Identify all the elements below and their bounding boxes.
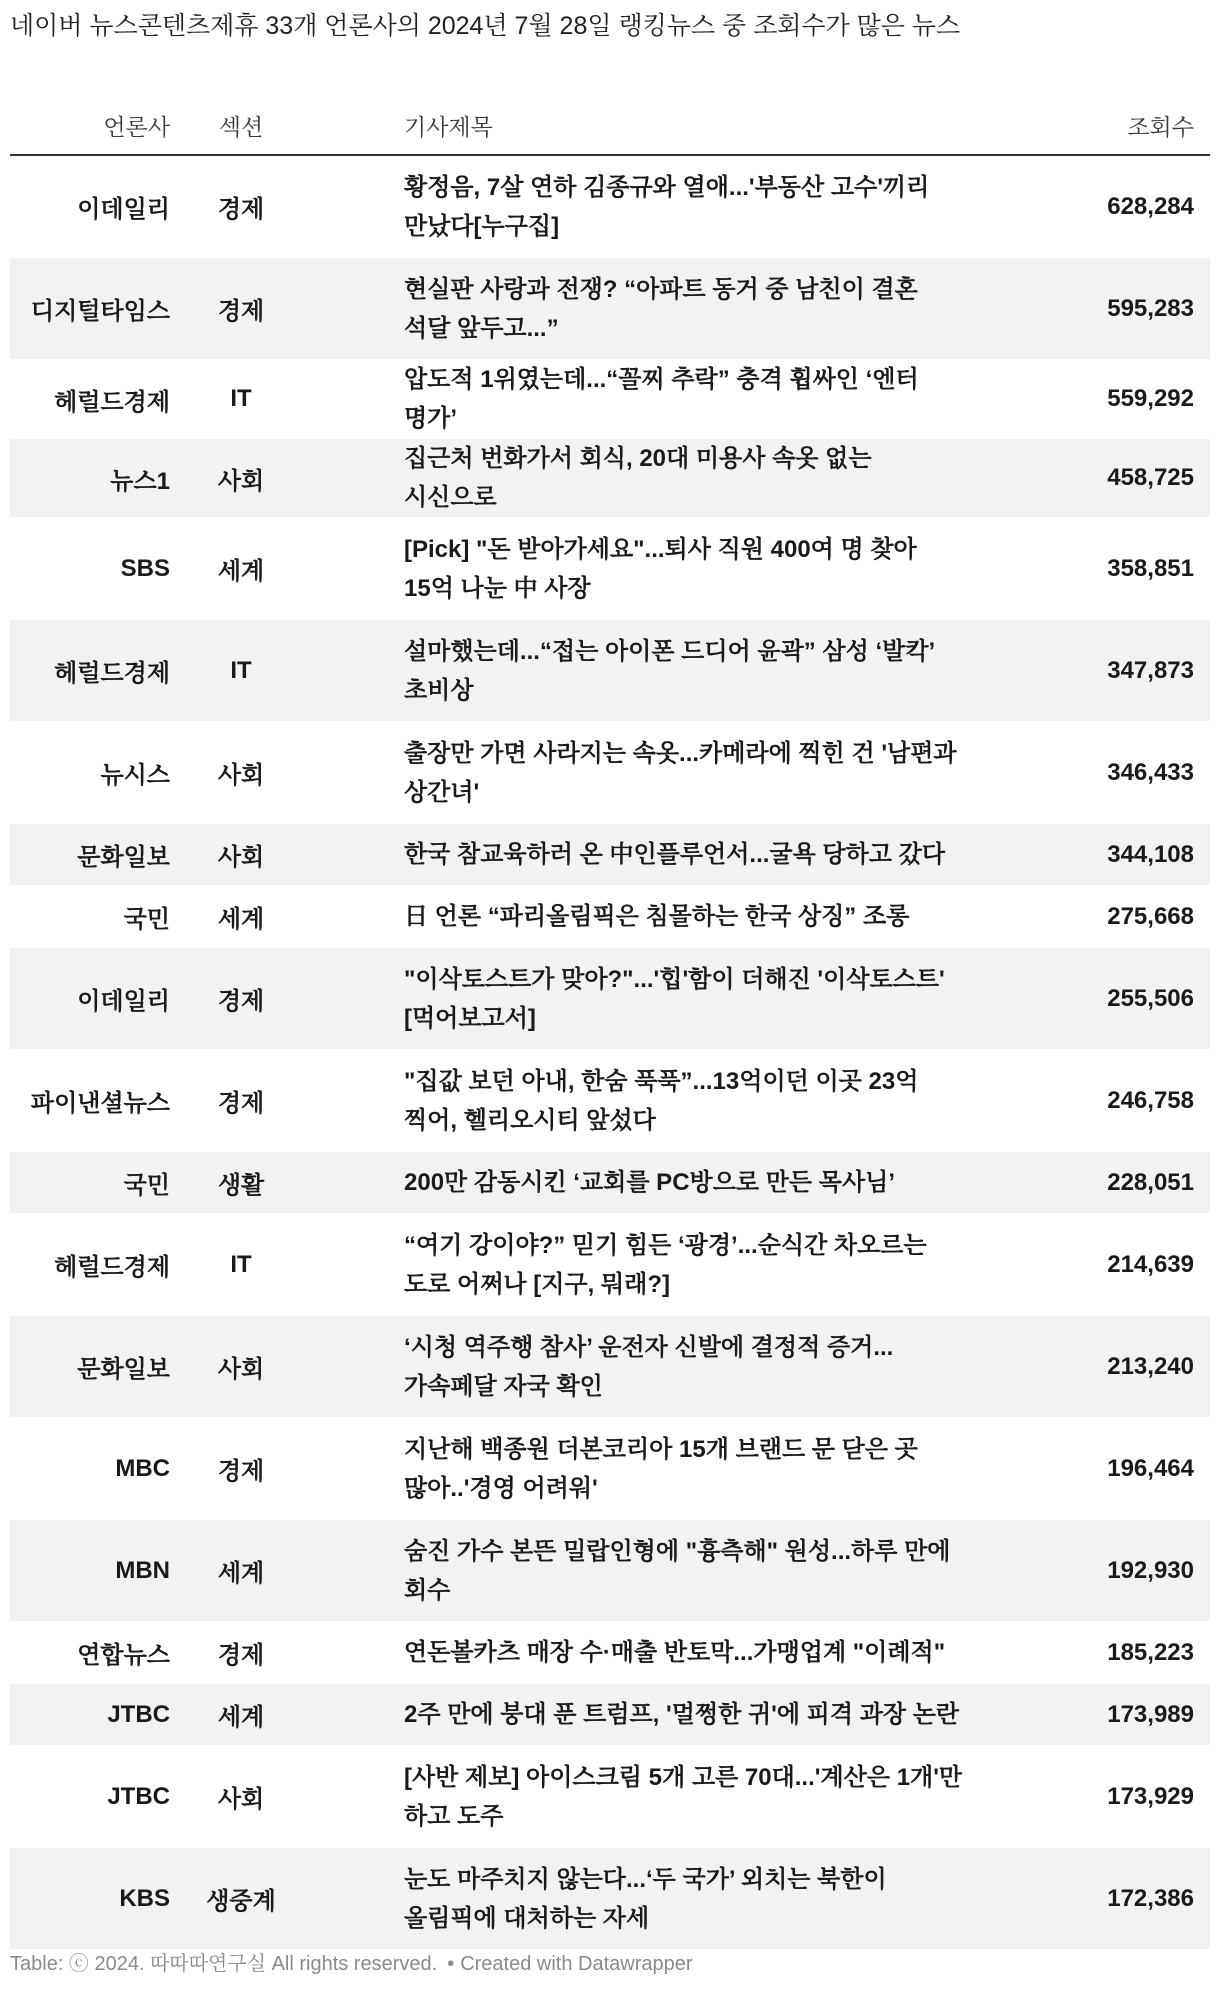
cell-headline: 日 언론 “파리올림픽은 침몰하는 한국 상징” 조롱 bbox=[312, 886, 972, 948]
cell-section: IT bbox=[170, 1214, 312, 1316]
table-body bbox=[10, 155, 1210, 1950]
column-header-section[interactable]: 섹션 bbox=[170, 96, 312, 155]
cell-views: 595,283 bbox=[972, 258, 1210, 360]
cell-headline: [Pick] "돈 받아가세요"...퇴사 직원 400여 명 찾아 15억 나눈 中 사장 bbox=[312, 518, 972, 620]
cell-headline: 현실판 사랑과 전쟁? “아파트 동거 중 남친이 결혼 석달 앞두고...” bbox=[312, 258, 972, 360]
cell-outlet: SBS bbox=[10, 518, 170, 620]
cell-section: 세계 bbox=[170, 1684, 312, 1746]
column-header-outlet[interactable]: 언론사 bbox=[10, 96, 170, 155]
cell-views: 358,851 bbox=[972, 518, 1210, 620]
table-row bbox=[10, 1214, 1210, 1316]
table-row bbox=[10, 1746, 1210, 1848]
cell-section: IT bbox=[170, 620, 312, 722]
cell-headline: [사반 제보] 아이스크림 5개 고른 70대...'계산은 1개'만 하고 도주 bbox=[312, 1746, 972, 1848]
cell-section: 사회 bbox=[170, 439, 312, 518]
cell-section: 사회 bbox=[170, 722, 312, 824]
table-row bbox=[10, 620, 1210, 722]
cell-headline: 200만 감동시킨 ‘교회를 PC방으로 만든 목사님’ bbox=[312, 1152, 972, 1214]
cell-views: 173,929 bbox=[972, 1746, 1210, 1848]
cell-outlet: 이데일리 bbox=[10, 948, 170, 1050]
cell-section: 세계 bbox=[170, 886, 312, 948]
table-row bbox=[10, 886, 1210, 948]
cell-outlet: 문화일보 bbox=[10, 824, 170, 886]
cell-views: 185,223 bbox=[972, 1622, 1210, 1684]
cell-headline: 한국 참교육하러 온 中인플루언서...굴욕 당하고 갔다 bbox=[312, 824, 972, 886]
cell-headline: ‘시청 역주행 참사’ 운전자 신발에 결정적 증거...가속페달 자국 확인 bbox=[312, 1316, 972, 1418]
cell-views: 458,725 bbox=[972, 439, 1210, 518]
cell-section: 세계 bbox=[170, 1520, 312, 1622]
table-row bbox=[10, 518, 1210, 620]
table-row bbox=[10, 1622, 1210, 1684]
table-row bbox=[10, 1152, 1210, 1214]
table-row bbox=[10, 1848, 1210, 1950]
cell-section: 사회 bbox=[170, 824, 312, 886]
cell-views: 346,433 bbox=[972, 722, 1210, 824]
cell-section: 경제 bbox=[170, 155, 312, 258]
cell-outlet: KBS bbox=[10, 1848, 170, 1950]
cell-headline: 숨진 가수 본뜬 밀랍인형에 "흉측해" 원성...하루 만에 회수 bbox=[312, 1520, 972, 1622]
cell-section: 경제 bbox=[170, 1418, 312, 1520]
ranking-table bbox=[10, 96, 1210, 1950]
footer-separator: • bbox=[447, 1953, 455, 1975]
column-header-headline[interactable]: 기사제목 bbox=[312, 96, 972, 155]
table-row bbox=[10, 948, 1210, 1050]
cell-outlet: 문화일보 bbox=[10, 1316, 170, 1418]
copyright-note: Table: ⓒ 2024. 따따따연구실 All rights reserved. bbox=[10, 1953, 438, 1975]
cell-outlet: MBN bbox=[10, 1520, 170, 1622]
cell-outlet: JTBC bbox=[10, 1684, 170, 1746]
cell-outlet: 파이낸셜뉴스 bbox=[10, 1050, 170, 1152]
cell-views: 192,930 bbox=[972, 1520, 1210, 1622]
datawrapper-credit[interactable]: Created with Datawrapper bbox=[460, 1953, 693, 1975]
cell-headline: 황정음, 7살 연하 김종규와 열애...'부동산 고수'끼리 만났다[누구집] bbox=[312, 155, 972, 258]
table-row bbox=[10, 824, 1210, 886]
cell-views: 246,758 bbox=[972, 1050, 1210, 1152]
table-row bbox=[10, 360, 1210, 439]
cell-headline: 집근처 번화가서 회식, 20대 미용사 속옷 없는 시신으로 bbox=[312, 439, 972, 518]
table-row bbox=[10, 258, 1210, 360]
cell-views: 559,292 bbox=[972, 360, 1210, 439]
table-row bbox=[10, 1418, 1210, 1520]
table-title: 네이버 뉴스콘텐츠제휴 33개 언론사의 2024년 7월 28일 랭킹뉴스 중 조회수가 많은 뉴스 bbox=[10, 12, 961, 40]
table-row bbox=[10, 439, 1210, 518]
column-header-views[interactable]: 조회수 bbox=[972, 96, 1210, 155]
cell-outlet: 헤럴드경제 bbox=[10, 360, 170, 439]
cell-headline: "집값 보던 아내, 한숨 푹푹”...13억이던 이곳 23억 찍어, 헬리오시티 앞섰다 bbox=[312, 1050, 972, 1152]
cell-headline: "이삭토스트가 맞아?"...'힙'함이 더해진 '이삭토스트' [먹어보고서] bbox=[312, 948, 972, 1050]
cell-views: 196,464 bbox=[972, 1418, 1210, 1520]
cell-outlet: 헤럴드경제 bbox=[10, 1214, 170, 1316]
cell-section: IT bbox=[170, 360, 312, 439]
cell-views: 173,989 bbox=[972, 1684, 1210, 1746]
table-row bbox=[10, 722, 1210, 824]
cell-headline: 압도적 1위였는데...“꼴찌 추락” 충격 휩싸인 ‘엔터 명가’ bbox=[312, 360, 972, 439]
cell-section: 세계 bbox=[170, 518, 312, 620]
cell-headline: 연돈볼카츠 매장 수·매출 반토막...가맹업계 "이례적" bbox=[312, 1622, 972, 1684]
cell-outlet: 뉴시스 bbox=[10, 722, 170, 824]
cell-outlet: 이데일리 bbox=[10, 155, 170, 258]
cell-section: 생활 bbox=[170, 1152, 312, 1214]
table-row bbox=[10, 1520, 1210, 1622]
cell-views: 214,639 bbox=[972, 1214, 1210, 1316]
cell-section: 경제 bbox=[170, 258, 312, 360]
cell-views: 344,108 bbox=[972, 824, 1210, 886]
cell-outlet: 국민 bbox=[10, 1152, 170, 1214]
cell-headline: 눈도 마주치지 않는다...‘두 국가’ 외치는 북한이 올림픽에 대처하는 자세 bbox=[312, 1848, 972, 1950]
header-row bbox=[10, 96, 1210, 155]
cell-headline: 지난해 백종원 더본코리아 15개 브랜드 문 닫은 곳 많아..'경영 어려워' bbox=[312, 1418, 972, 1520]
table-row bbox=[10, 155, 1210, 258]
cell-outlet: JTBC bbox=[10, 1746, 170, 1848]
cell-views: 628,284 bbox=[972, 155, 1210, 258]
cell-outlet: 연합뉴스 bbox=[10, 1622, 170, 1684]
cell-views: 213,240 bbox=[972, 1316, 1210, 1418]
cell-section: 생중계 bbox=[170, 1848, 312, 1950]
cell-views: 228,051 bbox=[972, 1152, 1210, 1214]
cell-views: 172,386 bbox=[972, 1848, 1210, 1950]
cell-views: 347,873 bbox=[972, 620, 1210, 722]
table-row bbox=[10, 1684, 1210, 1746]
cell-outlet: 디지털타임스 bbox=[10, 258, 170, 360]
cell-outlet: 헤럴드경제 bbox=[10, 620, 170, 722]
cell-section: 경제 bbox=[170, 1050, 312, 1152]
cell-views: 275,668 bbox=[972, 886, 1210, 948]
cell-section: 사회 bbox=[170, 1746, 312, 1848]
table-footer bbox=[10, 1950, 693, 1978]
cell-section: 사회 bbox=[170, 1316, 312, 1418]
cell-headline: 출장만 가면 사라지는 속옷...카메라에 찍힌 건 '남편과 상간녀' bbox=[312, 722, 972, 824]
cell-views: 255,506 bbox=[972, 948, 1210, 1050]
cell-section: 경제 bbox=[170, 1622, 312, 1684]
table-row bbox=[10, 1316, 1210, 1418]
cell-headline: 설마했는데...“접는 아이폰 드디어 윤곽” 삼성 ‘발칵’ 초비상 bbox=[312, 620, 972, 722]
cell-headline: 2주 만에 붕대 푼 트럼프, '멀쩡한 귀'에 피격 과장 논란 bbox=[312, 1684, 972, 1746]
cell-headline: “여기 강이야?” 믿기 힘든 ‘광경’...순식간 차오르는 도로 어쩌나 [지구, 뭐래?] bbox=[312, 1214, 972, 1316]
cell-section: 경제 bbox=[170, 948, 312, 1050]
cell-outlet: MBC bbox=[10, 1418, 170, 1520]
table-header bbox=[10, 96, 1210, 155]
cell-outlet: 국민 bbox=[10, 886, 170, 948]
table-row bbox=[10, 1050, 1210, 1152]
cell-outlet: 뉴스1 bbox=[10, 439, 170, 518]
